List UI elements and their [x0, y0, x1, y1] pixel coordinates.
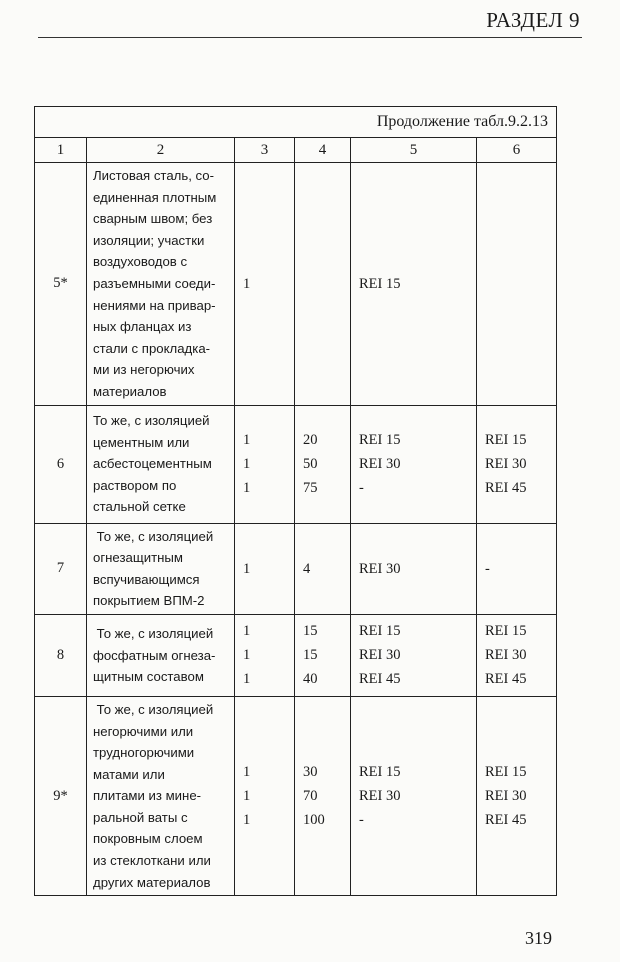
value-line: REI 45 — [485, 671, 527, 688]
value-line: 1 — [243, 480, 251, 497]
row-description-cell — [87, 163, 235, 406]
description-line: асбестоцементным — [93, 456, 212, 472]
description-line: фосфатным огнеза- — [93, 647, 216, 663]
description-line: нениями на привар- — [93, 297, 216, 313]
value-line: REI 30 — [485, 456, 527, 473]
value-cell-c5 — [351, 523, 477, 614]
description-line: матами или — [93, 766, 165, 782]
value-cell-c4 — [295, 614, 351, 696]
value-line: 15 — [303, 623, 318, 640]
value-line: 15 — [303, 647, 318, 664]
value-cell-c6 — [477, 696, 557, 895]
description-line: плитами из мине- — [93, 788, 202, 804]
value-line: REI 45 — [485, 812, 527, 829]
row-description-cell — [87, 696, 235, 895]
value-line: 20 — [303, 432, 318, 449]
description-line: единенная плотным — [93, 189, 217, 205]
value-line: 4 — [303, 560, 311, 577]
description-line: разъемными соеди- — [93, 275, 216, 291]
section-title: РАЗДЕЛ 9 — [486, 8, 580, 32]
value-cell-c6 — [477, 163, 557, 406]
value-cell-c3 — [235, 696, 295, 895]
value-cell-c4 — [295, 523, 351, 614]
value-line: - — [359, 812, 364, 829]
value-line: 70 — [303, 788, 318, 805]
description-line: изоляции; участки — [93, 232, 205, 248]
row-number-cell: 5* — [35, 163, 87, 406]
description-line: огнезащитным — [93, 550, 183, 566]
value-cell-c4 — [295, 696, 351, 895]
column-header: 3 — [235, 138, 295, 163]
value-line: REI 30 — [359, 456, 401, 473]
description-line: ми из негорючих — [93, 362, 195, 378]
value-cell-c5 — [351, 614, 477, 696]
description-line: Листовая сталь, со- — [93, 168, 215, 183]
description-line: покрытием ВПМ-2 — [93, 593, 205, 609]
table-row — [35, 614, 557, 696]
value-line: 1 — [243, 671, 251, 688]
value-cell-c4 — [295, 163, 351, 406]
value-cell-c5 — [351, 163, 477, 406]
value-line: 1 — [243, 764, 251, 781]
value-line: 50 — [303, 456, 318, 473]
value-line: REI 30 — [359, 647, 401, 664]
value-line: REI 45 — [359, 671, 401, 688]
value-line: 1 — [243, 788, 251, 805]
table-continuation-caption: Продолжение табл.9.2.13 — [35, 107, 557, 138]
description-line: покровным слоем — [93, 831, 203, 847]
description-line: То же, с изоляцией — [93, 626, 214, 642]
description-line: трудногорючими — [93, 745, 195, 761]
value-cell-c6 — [477, 523, 557, 614]
description-line: То же, с изоляцией — [93, 413, 210, 429]
value-line: REI 15 — [359, 623, 401, 640]
value-line: 1 — [243, 647, 251, 664]
description-line: цементным или — [93, 434, 190, 450]
description-line: То же, с изоляцией — [93, 528, 214, 544]
row-number-cell: 7 — [35, 523, 87, 614]
value-cell-c6 — [477, 614, 557, 696]
value-line: REI 30 — [485, 647, 527, 664]
value-line: 1 — [243, 456, 251, 473]
value-cell-c5 — [351, 405, 477, 523]
description-line: раствором по — [93, 477, 177, 493]
value-cell-c3 — [235, 523, 295, 614]
column-header: 5 — [351, 138, 477, 163]
row-description-cell — [87, 614, 235, 696]
description-line: ральной ваты с — [93, 809, 188, 825]
description-line: воздуховодов с — [93, 254, 188, 270]
value-line: 1 — [243, 275, 251, 292]
table-row — [35, 163, 557, 406]
description-line: материалов — [93, 383, 167, 399]
value-line: REI 15 — [485, 432, 527, 449]
page-number: 319 — [525, 928, 552, 948]
description-line: ных фланцах из — [93, 319, 192, 335]
description-line: То же, с изоляцией — [93, 701, 214, 717]
value-line: REI 30 — [485, 788, 527, 805]
value-line: REI 30 — [359, 560, 401, 577]
value-line: 100 — [303, 812, 325, 829]
value-line: REI 30 — [359, 788, 401, 805]
value-line: 1 — [243, 432, 251, 449]
table-row — [35, 523, 557, 614]
value-cell-c5 — [351, 696, 477, 895]
value-line: REI 15 — [359, 764, 401, 781]
value-line: REI 45 — [485, 480, 527, 497]
value-line: 1 — [243, 560, 251, 577]
column-header: 1 — [35, 138, 87, 163]
description-line: щитным составом — [93, 669, 204, 685]
row-number-cell: 9* — [35, 696, 87, 895]
value-line: REI 15 — [485, 764, 527, 781]
value-cell-c3 — [235, 614, 295, 696]
value-line: 30 — [303, 764, 318, 781]
column-header: 6 — [477, 138, 557, 163]
column-header: 2 — [87, 138, 235, 163]
table-row — [35, 696, 557, 895]
row-description-cell — [87, 523, 235, 614]
description-line: стали с прокладка- — [93, 340, 211, 356]
value-cell-c3 — [235, 163, 295, 406]
value-line: - — [485, 560, 490, 577]
description-line: вспучивающимся — [93, 571, 200, 587]
description-line: сварным швом; без — [93, 211, 213, 227]
value-line: 1 — [243, 812, 251, 829]
value-line: 75 — [303, 480, 318, 497]
value-line: - — [359, 480, 364, 497]
value-line: REI 15 — [485, 623, 527, 640]
description-line: других материалов — [93, 874, 211, 890]
table-row — [35, 405, 557, 523]
value-cell-c6 — [477, 405, 557, 523]
row-description-cell — [87, 405, 235, 523]
fire-resistance-table — [34, 106, 557, 896]
column-header: 4 — [295, 138, 351, 163]
value-cell-c4 — [295, 405, 351, 523]
table-header-row — [35, 138, 557, 163]
value-line: REI 15 — [359, 432, 401, 449]
value-line: 40 — [303, 671, 318, 688]
description-line: из стеклоткани или — [93, 853, 211, 869]
header-rule — [38, 37, 582, 38]
value-line: REI 15 — [359, 275, 401, 292]
value-line: 1 — [243, 623, 251, 640]
row-number-cell: 6 — [35, 405, 87, 523]
description-line: стальной сетке — [93, 499, 186, 515]
value-cell-c3 — [235, 405, 295, 523]
description-line: негорючими или — [93, 723, 194, 739]
row-number-cell: 8 — [35, 614, 87, 696]
